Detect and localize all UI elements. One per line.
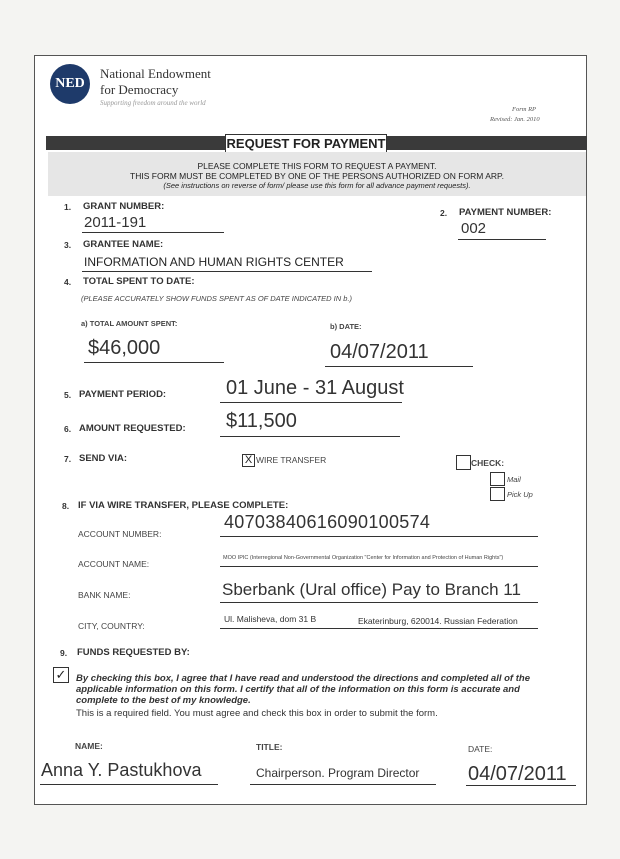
form-title: REQUEST FOR PAYMENT	[226, 136, 386, 151]
name-field[interactable]: Anna Y. Pastukhova	[41, 760, 202, 780]
title-field[interactable]: Chairperson. Program Director	[256, 766, 420, 780]
form-revised: Revised: Jan. 2010	[490, 116, 540, 123]
date-spent-field[interactable]: 04/07/2011	[330, 341, 429, 363]
underline	[250, 784, 436, 785]
underline	[82, 271, 372, 272]
item-number: 4.	[64, 277, 72, 287]
instructions-line1: PLEASE COMPLETE THIS FORM TO REQUEST A PAYMENT.	[197, 161, 437, 171]
pickup-checkbox[interactable]	[490, 487, 505, 501]
funds-requested-label: FUNDS REQUESTED BY:	[77, 647, 190, 658]
payment-number-field[interactable]: 002	[461, 220, 487, 237]
account-number-field[interactable]: 40703840616090100574	[224, 512, 431, 532]
instructions-line2: THIS FORM MUST BE COMPLETED BY ONE OF THE PERSONS AUTHORIZED ON FORM ARP.	[130, 171, 504, 181]
address-field[interactable]: Ul. Malisheva, dom 31 B	[224, 614, 317, 624]
mail-checkbox[interactable]	[490, 472, 505, 486]
check-checkbox[interactable]	[456, 455, 471, 470]
underline	[220, 402, 402, 403]
org-name-line2: for Democracy	[100, 82, 179, 97]
form-id: Form RP	[512, 106, 537, 113]
underline	[220, 536, 538, 537]
bank-name-label: BANK NAME:	[78, 590, 131, 600]
certification-checkbox[interactable]	[53, 667, 69, 683]
date-spent-label: b) DATE:	[330, 322, 362, 331]
account-name-label: ACCOUNT NAME:	[78, 559, 150, 569]
check-label: CHECK:	[471, 458, 505, 468]
amount-requested-field[interactable]: $11,500	[226, 410, 297, 432]
mail-label: Mail	[507, 475, 521, 484]
underline	[82, 232, 224, 233]
payment-period-field[interactable]: 01 June - 31 August	[226, 377, 404, 399]
total-amount-spent-label: a) TOTAL AMOUNT SPENT:	[81, 319, 178, 328]
city-country-field[interactable]: Ekaterinburg, 620014. Russian Federation	[358, 616, 518, 626]
item-number: 8.	[62, 501, 70, 511]
bank-name-field[interactable]: Sberbank (Ural office) Pay to Branch 11	[222, 580, 521, 599]
org-tagline: Supporting freedom around the world	[100, 99, 206, 107]
underline	[84, 362, 224, 363]
grantee-name-label: GRANTEE NAME:	[83, 239, 164, 250]
wire-section-label: IF VIA WIRE TRANSFER, PLEASE COMPLETE:	[78, 500, 289, 511]
underline	[40, 784, 218, 785]
name-label: NAME:	[75, 741, 103, 751]
wire-transfer-checkbox[interactable]	[242, 454, 255, 467]
check-mark-icon: ✓	[55, 667, 67, 682]
underline	[220, 436, 400, 437]
title-label: TITLE:	[256, 742, 283, 752]
instructions-line3: (See instructions on reverse of form/ please use this form for all advance payment requests).	[163, 181, 471, 190]
item-number: 9.	[60, 648, 68, 658]
grantee-name-field[interactable]: INFORMATION AND HUMAN RIGHTS CENTER	[84, 255, 344, 269]
item-number: 2.	[440, 208, 448, 218]
payment-period-label: PAYMENT PERIOD:	[79, 389, 167, 400]
required-note: This is a required field. You must agree and check this box in order to submit the form.	[76, 708, 438, 719]
grant-number-label: GRANT NUMBER:	[83, 201, 165, 212]
total-spent-label: TOTAL SPENT TO DATE:	[83, 276, 195, 287]
underline	[466, 785, 576, 786]
underline	[325, 366, 473, 367]
underline	[220, 628, 538, 629]
date-label: DATE:	[468, 744, 493, 754]
checkbox-mark: X	[244, 454, 253, 466]
org-name-line1: National Endowment	[100, 66, 211, 81]
underline	[458, 239, 546, 240]
send-via-label: SEND VIA:	[79, 453, 128, 464]
item-number: 6.	[64, 424, 72, 434]
ned-logo: NED	[50, 64, 90, 104]
account-number-label: ACCOUNT NUMBER:	[78, 529, 162, 539]
underline	[220, 602, 538, 603]
item-number: 1.	[64, 202, 72, 212]
pickup-label: Pick Up	[507, 490, 533, 499]
item-number: 3.	[64, 240, 72, 250]
wire-transfer-label: WIRE TRANSFER	[256, 455, 327, 465]
account-name-field[interactable]: MOO IPIC (Interregional Non-Governmental Organization "Center for Information and Protection of Human Rights")	[223, 555, 504, 561]
certification-text: By checking this box, I agree that I have read and understood the directions and completed all of the applicable information on this form. I certify that all of the information on this form is accurate and complete to the best of my knowledge.	[76, 673, 530, 706]
item-number: 7.	[64, 454, 72, 464]
amount-requested-label: AMOUNT REQUESTED:	[79, 423, 186, 434]
total-spent-note: (PLEASE ACCURATELY SHOW FUNDS SPENT AS OF DATE INDICATED IN b.)	[81, 294, 353, 303]
payment-number-label: PAYMENT NUMBER:	[459, 207, 552, 218]
city-country-label: CITY, COUNTRY:	[78, 621, 145, 631]
grant-number-field[interactable]: 2011-191	[84, 214, 147, 231]
item-number: 5.	[64, 390, 72, 400]
underline	[220, 566, 538, 567]
total-amount-spent-field[interactable]: $46,000	[88, 337, 161, 359]
date-field[interactable]: 04/07/2011	[468, 763, 567, 785]
